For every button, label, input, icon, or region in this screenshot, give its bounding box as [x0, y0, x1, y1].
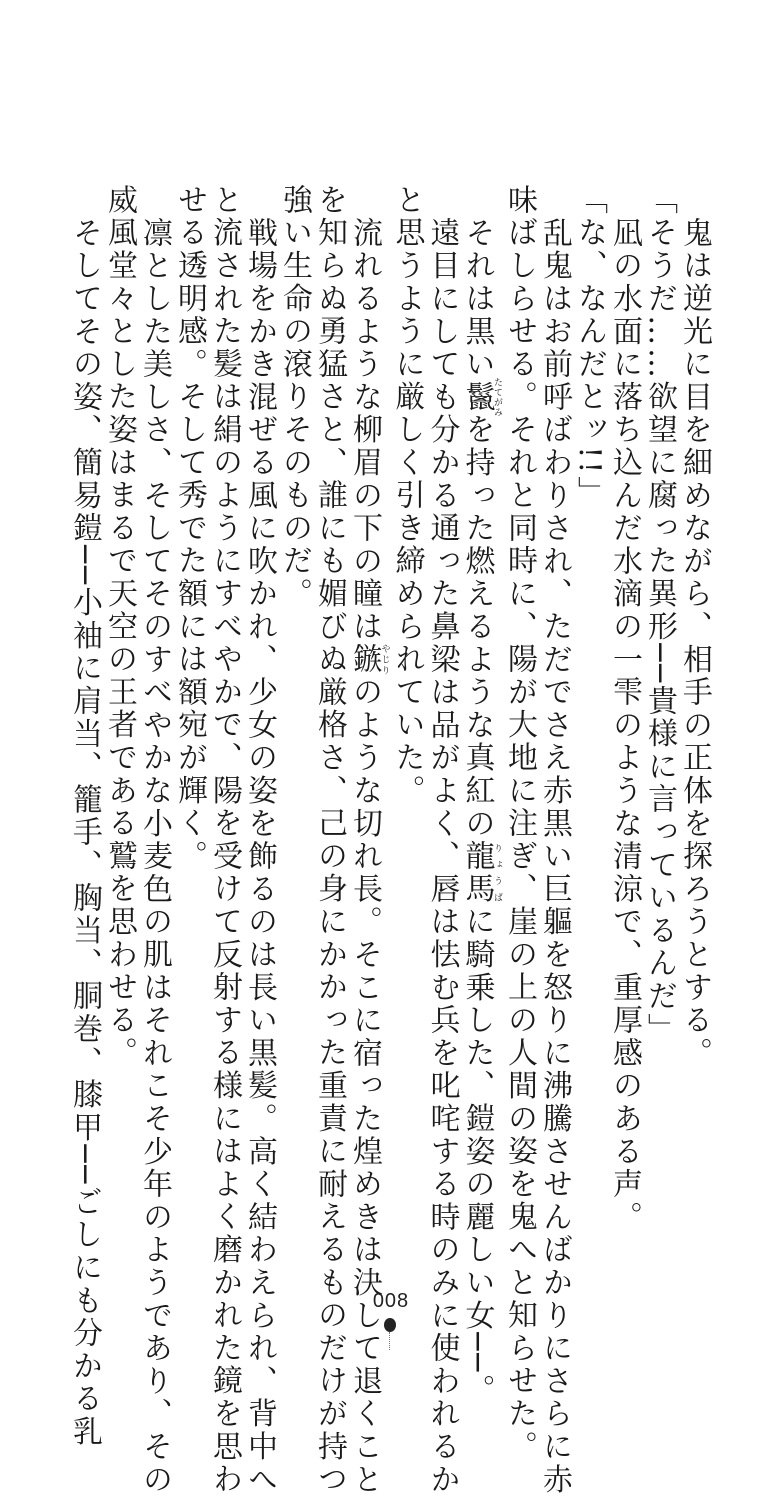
- text-line: そしてその姿、簡易鎧──小袖に肩当、籠手、胸当、胴巻、膝甲──ごしにも分かる乳: [67, 217, 102, 1449]
- page-number: 008: [372, 1290, 410, 1312]
- ruby-reading: たてがみ: [492, 377, 502, 418]
- ruby-base: 鬣: [459, 377, 495, 418]
- text-segment: を持った燃えるような真紅の: [459, 413, 495, 841]
- text-segment: それは黒い: [459, 217, 495, 381]
- ruby-word: [459, 377, 502, 418]
- text-line: と思うように厳しく引き締められていた。: [389, 184, 425, 808]
- text-line: 強い生命の滾りそのものだ。: [277, 184, 312, 611]
- text-line: 凪の水面に落ち込んだ水滴の一雫のような清涼で、重厚感のある声。: [607, 217, 642, 1234]
- dialogue-line: 「な、なんだとッ!!」: [572, 184, 607, 509]
- text-segment: に騎乗した、鎧姿の麗しい女──。: [459, 905, 495, 1407]
- ruby-word: [459, 840, 502, 906]
- ruby-reading: りょうば: [492, 840, 502, 906]
- ruby-base: 龍馬: [459, 840, 495, 906]
- text-line: 乱鬼はお前呼ばわりされ、ただでさえ赤黒い巨軀を怒りに沸騰させんばかりにさらに赤: [537, 217, 572, 1496]
- text-line: せる透明感。そして秀でた額には額宛が輝く。: [172, 184, 207, 873]
- page-marker-line: [389, 1332, 390, 1350]
- text-line: と流された髪は絹のようにすべやかで、陽を受けて反射する様にはよく磨かれた鏡を思わ: [207, 184, 242, 1496]
- text-line: 味ばしらせる。それと同時に、陽が大地に注ぎ、崖の上の人間の姿を鬼へと知らせた。: [502, 184, 537, 1464]
- text-line: 遠目にしても分かる通った鼻梁は品がよく、唇は怯む兵を叱咤する時のみに使われるか: [424, 217, 460, 1496]
- text-segment: 流れるような柳眉の下の瞳は: [347, 217, 382, 644]
- text-line: 鬼は逆光に目を細めながら、相手の正体を探ろうとする。: [677, 217, 712, 1070]
- text-line: 威風堂々とした姿はまるで天空の王者である鷲を思わせる。: [102, 184, 137, 1070]
- text-line: 戦場をかき混ぜる風に吹かれ、少女の姿を飾るのは長い黒髪。高く結わえられ、背中へ: [242, 217, 277, 1496]
- dialogue-line: 「そうだ……欲望に腐った異形──貴様に言っているんだ」: [642, 184, 677, 1046]
- text-line: [347, 184, 390, 1496]
- page-marker-dot-icon: [384, 1318, 396, 1332]
- ruby-base: 鏃: [347, 643, 382, 677]
- text-line: 凛とした美しさ、そしてそのすべやかな小麦色の肌はそれこそ少年のようであり、その: [137, 217, 172, 1496]
- text-line: [459, 184, 503, 1407]
- text-line: を知らぬ勇猛さと、誰にも媚びぬ厳格さ、己の身にかかった重責に耐えるものだけが持つ: [312, 184, 347, 1496]
- text-segment: のような切れ長。そこに宿った煌めきは決して退くこと: [347, 676, 382, 1496]
- ruby-reading: やじり: [379, 643, 390, 677]
- ruby-word: [347, 643, 390, 677]
